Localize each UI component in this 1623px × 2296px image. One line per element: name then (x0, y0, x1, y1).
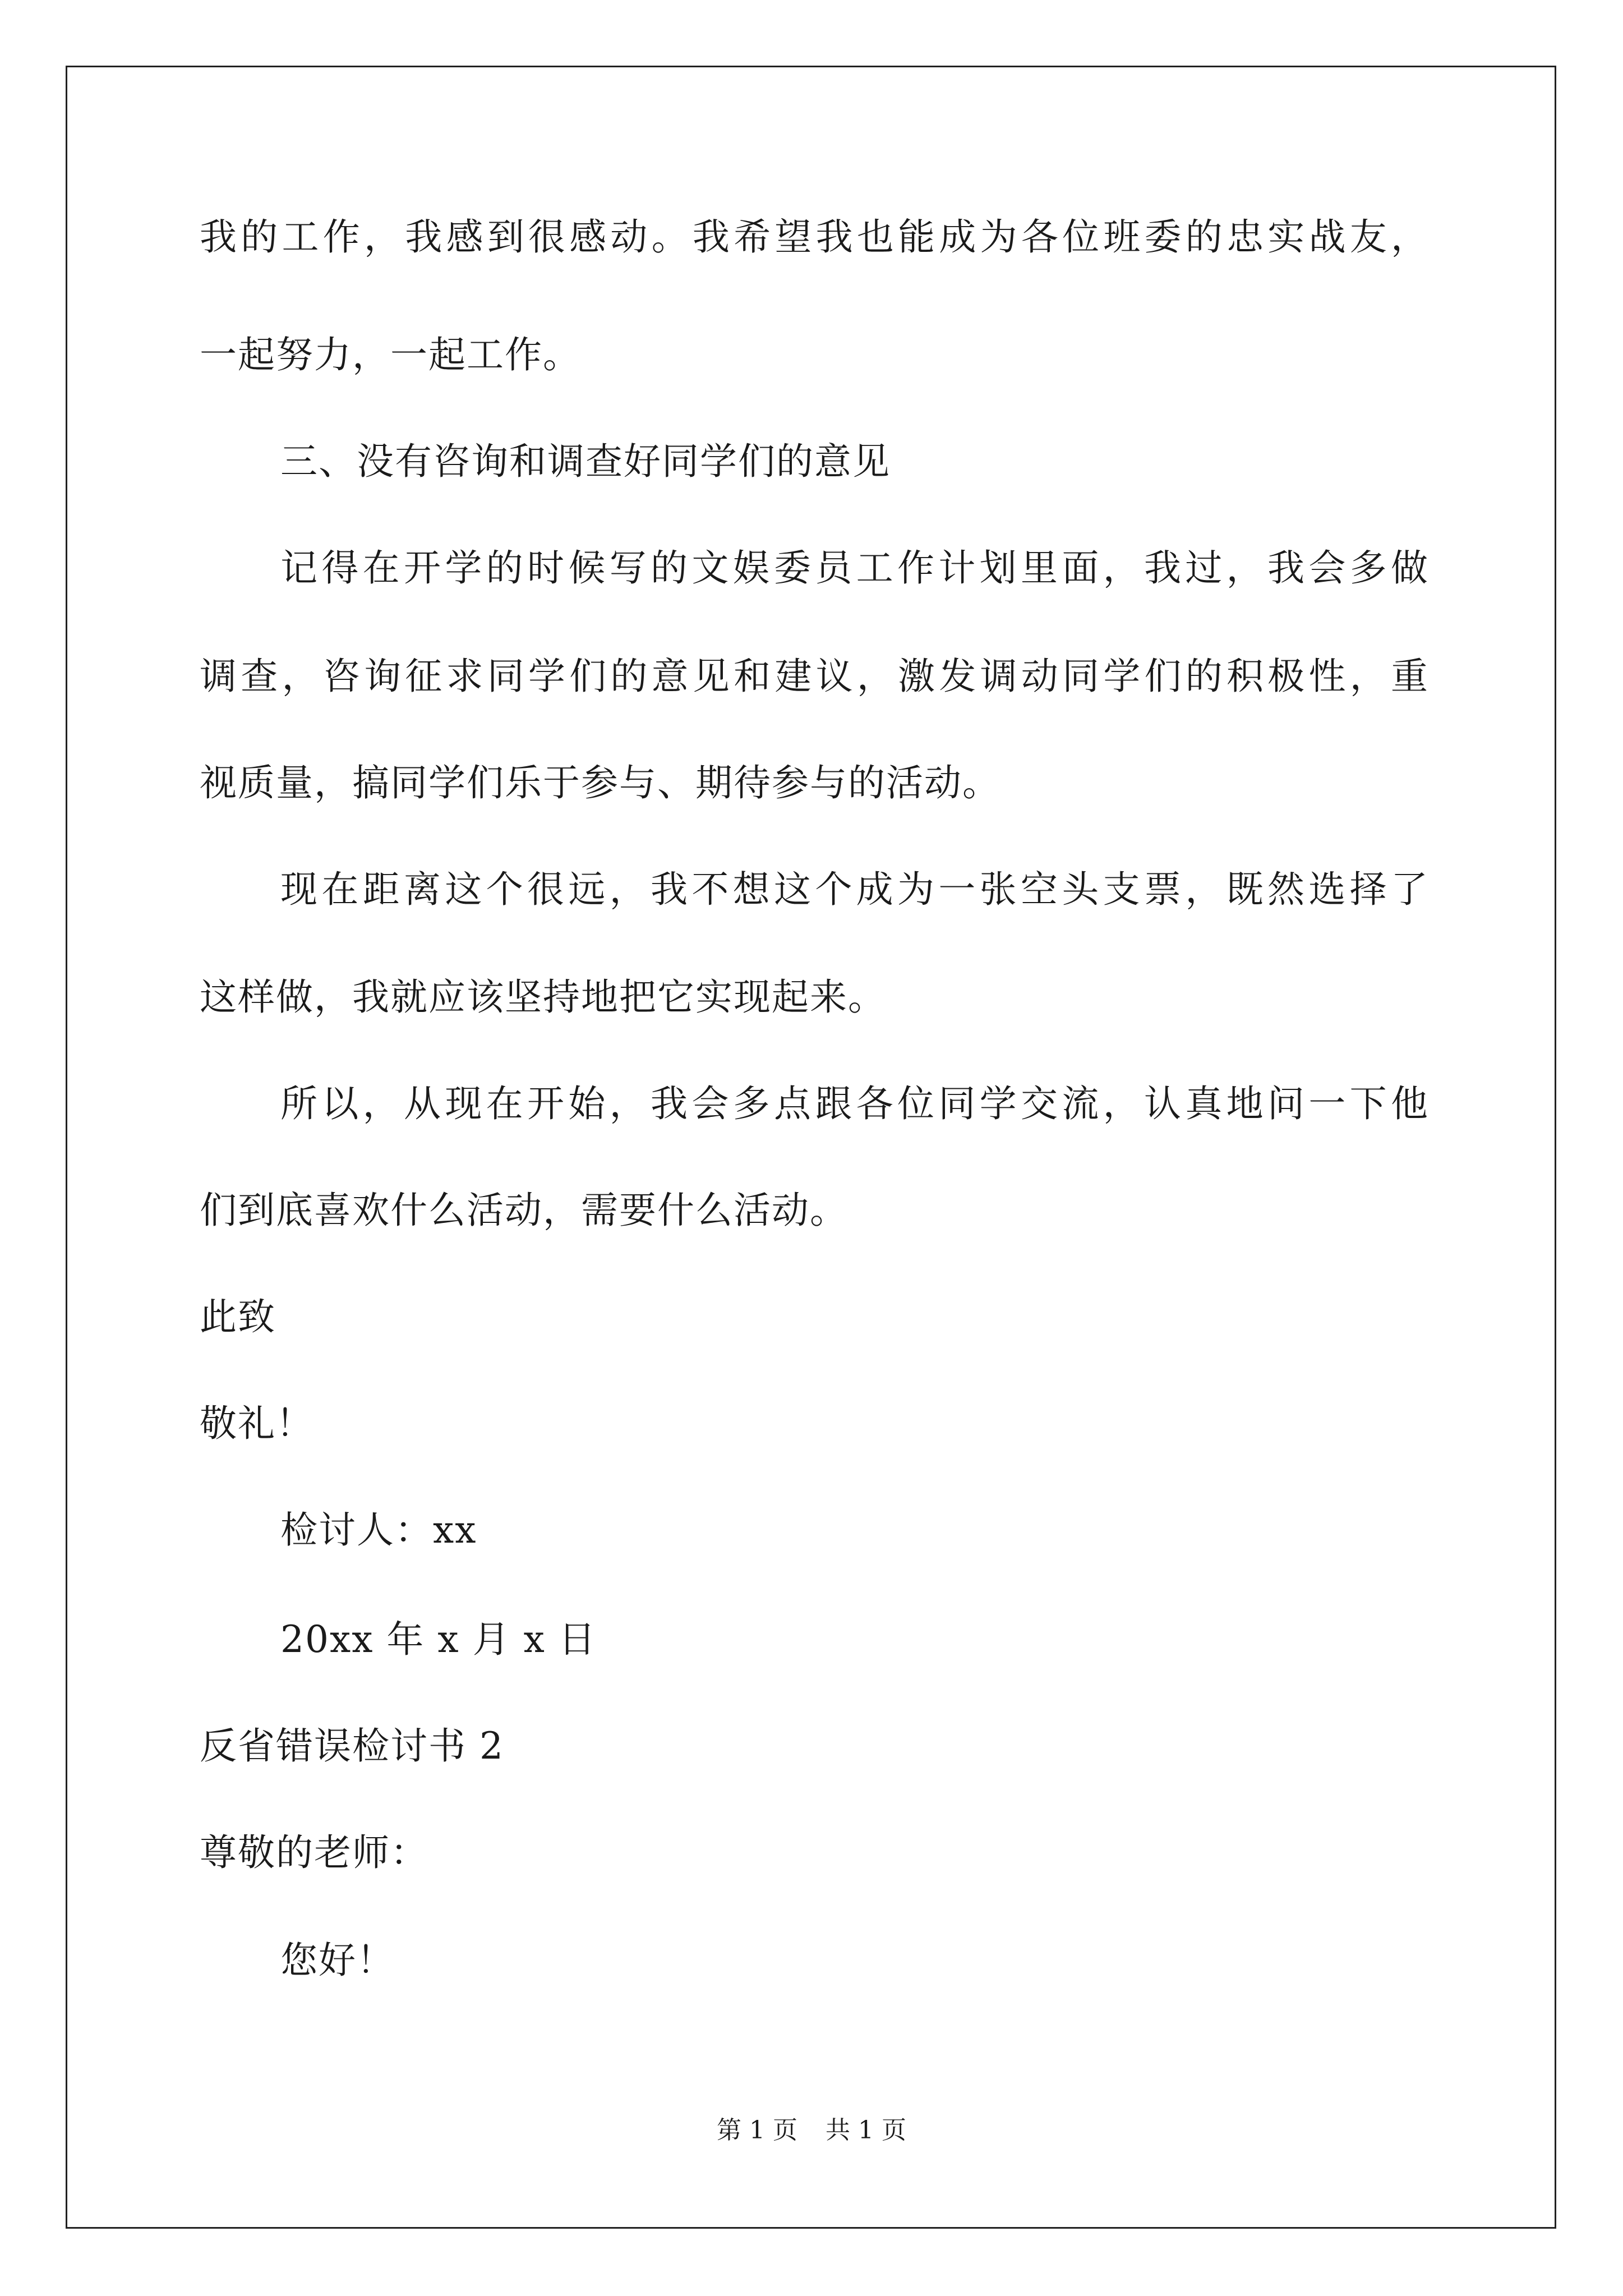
closing-line: 此致 (200, 1295, 276, 1338)
page-number: 第 1 页 (717, 2116, 797, 2145)
text-line: 视质量，搞同学们乐于参与、期待参与的活动。 (200, 761, 1000, 804)
text-line: 们到底喜欢什么活动，需要什么活动。 (200, 1189, 848, 1232)
text-line: 这样做，我就应该坚持地把它实现起来。 (200, 976, 886, 1019)
page-total: 共 1 页 (826, 2116, 906, 2145)
document-title: 反省错误检讨书 2 (200, 1724, 504, 1768)
text-line: 调查，咨询征求同学们的意见和建议，激发调动同学们的积极性，重 (200, 655, 1428, 698)
page-footer (0, 2114, 1623, 2147)
text-line: 一起努力，一起工作。 (200, 333, 581, 376)
text-line: 所以，从现在开始，我会多点跟各位同学交流，认真地问一下他 (280, 1082, 1428, 1125)
page-border (66, 66, 1556, 2229)
closing-salutation: 敬礼！ (200, 1402, 314, 1445)
text-line: 现在距离这个很远，我不想这个成为一张空头支票，既然选择了 (280, 868, 1428, 911)
greeting-text: 您好！ (280, 1939, 395, 1982)
section-heading: 三、没有咨询和调查好同学们的意见 (280, 440, 891, 483)
greeting-line: 尊敬的老师： (200, 1831, 428, 1874)
text-line: 我的工作，我感到很感动。我希望我也能成为各位班委的忠实战友， (200, 215, 1428, 259)
signature-line: 检讨人：xx (280, 1508, 477, 1552)
date-line: 20xx 年 x 月 x 日 (280, 1618, 597, 1661)
text-line: 记得在开学的时候写的文娱委员工作计划里面，我过，我会多做 (280, 546, 1428, 590)
